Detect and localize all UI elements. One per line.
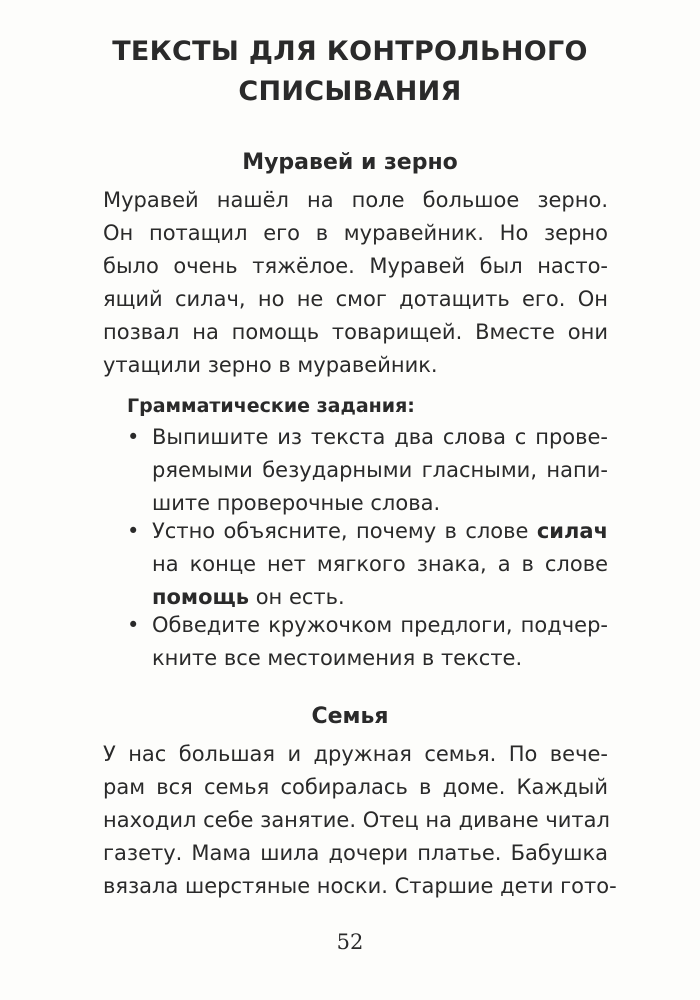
task-1-line: шите проверочные слова. <box>152 491 441 515</box>
text2-line: рам вся семья собиралась в доме. Каждый <box>103 775 608 799</box>
task-2-line <box>152 519 608 543</box>
task-3-line: кните все местоимения в тексте. <box>152 646 523 670</box>
emphasized-word: силач <box>536 519 608 543</box>
task-1-line: Выпишите из текста два слова с прове- <box>152 425 608 449</box>
text1-line: позвал на помощь товарищей. Вместе они <box>103 320 608 344</box>
page-number: 52 <box>336 930 364 954</box>
bullet-icon: • <box>127 519 140 543</box>
text2-line: газету. Мама шила дочери платье. Бабушка <box>103 841 608 865</box>
task-1-line: ряемыми безударными гласными, напи- <box>152 458 608 482</box>
emphasized-word: помощь <box>152 585 250 609</box>
text2-line: У нас большая и дружная семья. По вече- <box>103 742 608 766</box>
text1-line: Он потащил его в муравейник. Но зерно <box>103 221 608 245</box>
text1-line: ящий силач, но не смог дотащить его. Он <box>103 287 608 311</box>
task-2-text: он есть. <box>249 585 345 609</box>
page-title-line-1: ТЕКСТЫ ДЛЯ КОНТРОЛЬНОГО <box>112 36 588 67</box>
text1-heading: Муравей и зерно <box>242 150 458 175</box>
page-title-line-2: СПИСЫВАНИЯ <box>238 76 462 107</box>
text2-line: вязала шерстяные носки. Старшие дети гото- <box>103 874 617 898</box>
text1-line: Муравей нашёл на поле большое зерно. <box>103 188 608 212</box>
task-2-line: на конце нет мягкого знака, а в слове <box>152 552 608 576</box>
bullet-icon: • <box>127 425 140 449</box>
text2-line: находил себе занятие. Отец на диване читал <box>103 808 610 832</box>
text2-heading: Семья <box>311 704 389 729</box>
task-3-line: Обведите кружочком предлоги, подчер- <box>152 613 608 637</box>
tasks-heading: Грамматические задания: <box>127 395 415 417</box>
text1-line: было очень тяжёлое. Муравей был насто- <box>103 254 608 278</box>
task-2-line <box>152 585 608 609</box>
text1-line: утащили зерно в муравейник. <box>103 353 438 377</box>
task-2-text: Устно объясните, почему в слове <box>152 519 529 543</box>
bullet-icon: • <box>127 613 140 637</box>
